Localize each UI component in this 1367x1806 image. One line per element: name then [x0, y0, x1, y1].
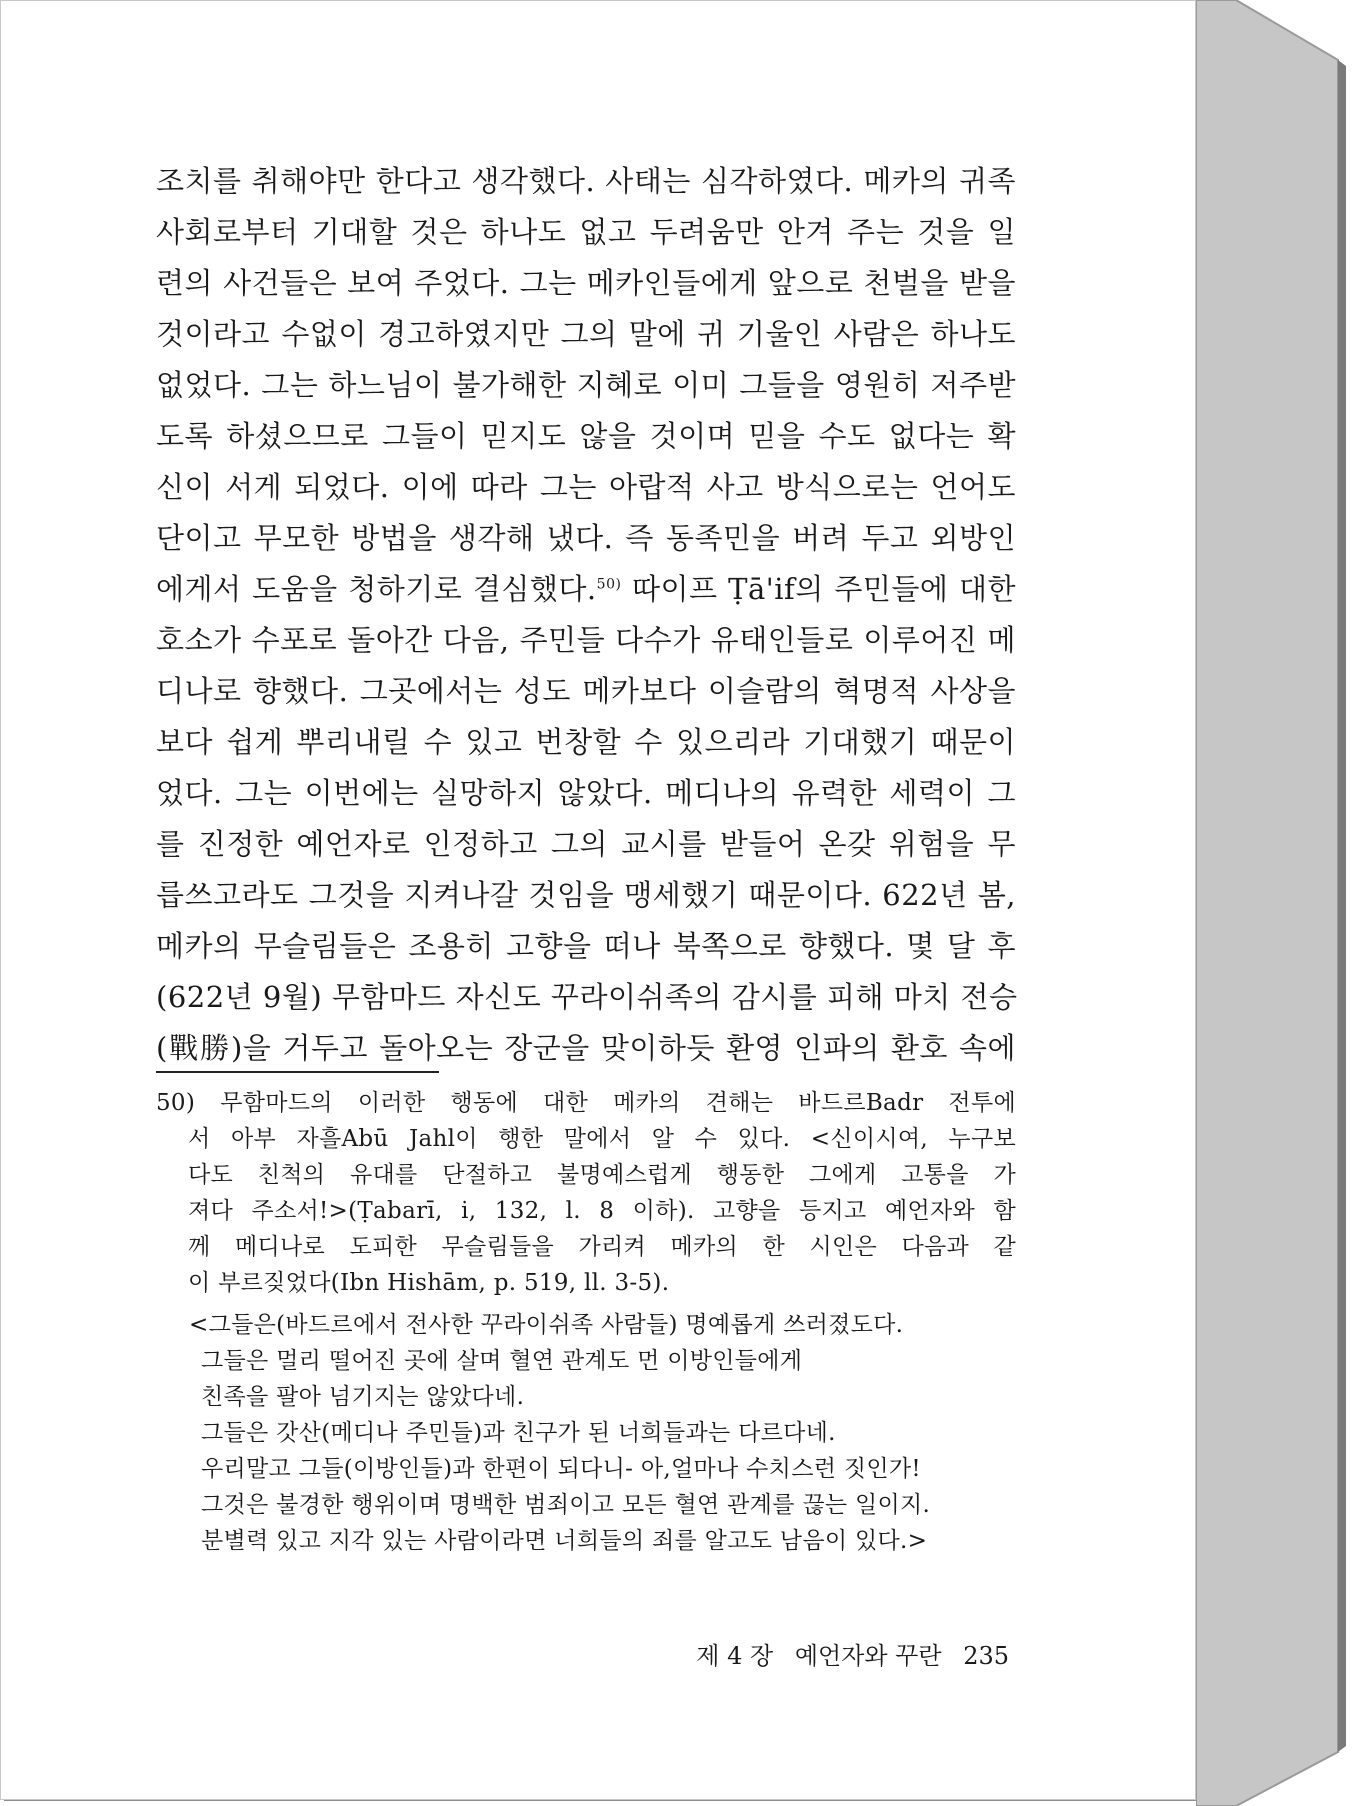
- footnote-line-3: 다도 친척의 유대를 단절하고 불명예스럽게 행동한 그에게 고통을 가: [188, 1162, 1016, 1188]
- footnote-poem: [189, 1307, 1009, 1559]
- footnote-line-1-text: 무함마드의 이러한 행동에 대한 메카의 견해는 바드르Badr 전투에: [220, 1090, 1016, 1116]
- body-line-7: 신이 서게 되었다. 이에 따라 그는 아랍적 사고 방식으로는 언어도: [156, 470, 1016, 504]
- body-line-1: 조치를 취해야만 한다고 생각했다. 사태는 심각하였다. 메카의 귀족: [156, 164, 1016, 198]
- footnote-number: 50): [156, 1090, 196, 1116]
- body-line-3: 련의 사건들은 보여 주었다. 그는 메카인들에게 앞으로 천벌을 받을: [156, 266, 1016, 300]
- poem-line-5: 우리말고 그들(이방인들)과 한편이 되다니- 아,얼마나 수치스런 짓인가!: [201, 1456, 921, 1482]
- body-line-16: 메카의 무슬림들은 조용히 고향을 떠나 북쪽으로 향했다. 몇 달 후: [156, 929, 1016, 963]
- book-edge-shadow: [1338, 60, 1346, 1752]
- body-line-9-tail: 따이프 Ṭā'if의 주민들에 대한: [632, 572, 1016, 606]
- footnote-line-4: 져다 주소서!>(Ṭabarī, i, 132, l. 8 이하). 고향을 등지고 예언자와 함: [188, 1198, 1016, 1224]
- body-line-9: [156, 564, 1016, 615]
- body-line-18: (戰勝)을 거두고 돌아오는 장군을 맞이하듯 환영 인파의 환호 속에: [156, 1031, 1016, 1065]
- body-line-6: 도록 하셨으므로 그들이 믿지도 않을 것이며 믿을 수도 없다는 확: [156, 419, 1016, 453]
- book-edge-3d: [1196, 0, 1364, 1806]
- footnote-50: [156, 1085, 1016, 1301]
- body-line-12: 보다 쉽게 뿌리내릴 수 있고 번창할 수 있으리라 기대했기 때문이: [156, 725, 1016, 759]
- poem-line-2: 그들은 멀리 떨어진 곳에 살며 혈연 관계도 먼 이방인들에게: [201, 1348, 803, 1374]
- footnote-reference: 50): [596, 576, 622, 593]
- body-line-5: 없었다. 그는 하느님이 불가해한 지혜로 이미 그들을 영원히 저주받: [156, 368, 1016, 402]
- footer-chapter-title: 예언자와 꾸란: [794, 1642, 942, 1670]
- body-line-10: 호소가 수포로 돌아간 다음, 주민들 다수가 유태인들로 이루어진 메: [156, 623, 1016, 657]
- poem-line-4: 그들은 갓산(메디나 주민들)과 친구가 된 너희들과는 다르다네.: [201, 1420, 836, 1446]
- running-footer: [696, 1636, 1009, 1676]
- body-line-17: (622년 9월) 무함마드 자신도 꾸라이쉬족의 감시를 피해 마치 전승: [156, 980, 1018, 1014]
- footnote-divider: [156, 1071, 439, 1073]
- footnote-line-1: [156, 1085, 1016, 1121]
- footer-chapter: 제 4 장: [696, 1642, 774, 1670]
- body-line-8: 단이고 무모한 방법을 생각해 냈다. 즉 동족민을 버려 두고 외방인: [156, 521, 1016, 555]
- body-text: [156, 156, 1016, 1074]
- book-edge-face: [1196, 0, 1338, 1806]
- footer-page-number: 235: [963, 1642, 1009, 1670]
- poem-line-1: <그들은(바드르에서 전사한 꾸라이쉬족 사람들) 명예롭게 쓰러졌도다.: [189, 1312, 904, 1338]
- body-line-4: 것이라고 수없이 경고하였지만 그의 말에 귀 기울인 사람은 하나도: [156, 317, 1016, 351]
- body-line-13: 었다. 그는 이번에는 실망하지 않았다. 메디나의 유력한 세력이 그: [156, 776, 1016, 810]
- body-line-11: 디나로 향했다. 그곳에서는 성도 메카보다 이슬람의 혁명적 사상을: [156, 674, 1016, 708]
- body-line-9-head: 에게서 도움을 청하기로 결심했다.: [156, 572, 597, 606]
- body-line-14: 를 진정한 예언자로 인정하고 그의 교시를 받들어 온갖 위험을 무: [156, 827, 1016, 861]
- body-line-2: 사회로부터 기대할 것은 하나도 없고 두려움만 안겨 주는 것을 일: [156, 215, 1016, 249]
- poem-line-3: 친족을 팔아 넘기지는 않았다네.: [201, 1384, 525, 1410]
- footnote-line-5: 께 메디나로 도피한 무슬림들을 가리켜 메카의 한 시인은 다음과 같: [188, 1234, 1016, 1260]
- poem-line-6: 그것은 불경한 행위이며 명백한 범죄이고 모든 혈연 관계를 끊는 일이지.: [201, 1492, 931, 1518]
- footnote-line-6: 이 부르짖었다(Ibn Hishām, p. 519, ll. 3-5).: [188, 1270, 670, 1296]
- body-line-15: 릅쓰고라도 그것을 지켜나갈 것임을 맹세했기 때문이다. 622년 봄,: [156, 878, 1016, 912]
- footnote-line-2: 서 아부 자흘Abū Jahl이 행한 말에서 알 수 있다. <신이시여, 누구보: [188, 1126, 1016, 1152]
- poem-line-7: 분별력 있고 지각 있는 사람이라면 너희들의 죄를 알고도 남음이 있다.>: [201, 1528, 928, 1554]
